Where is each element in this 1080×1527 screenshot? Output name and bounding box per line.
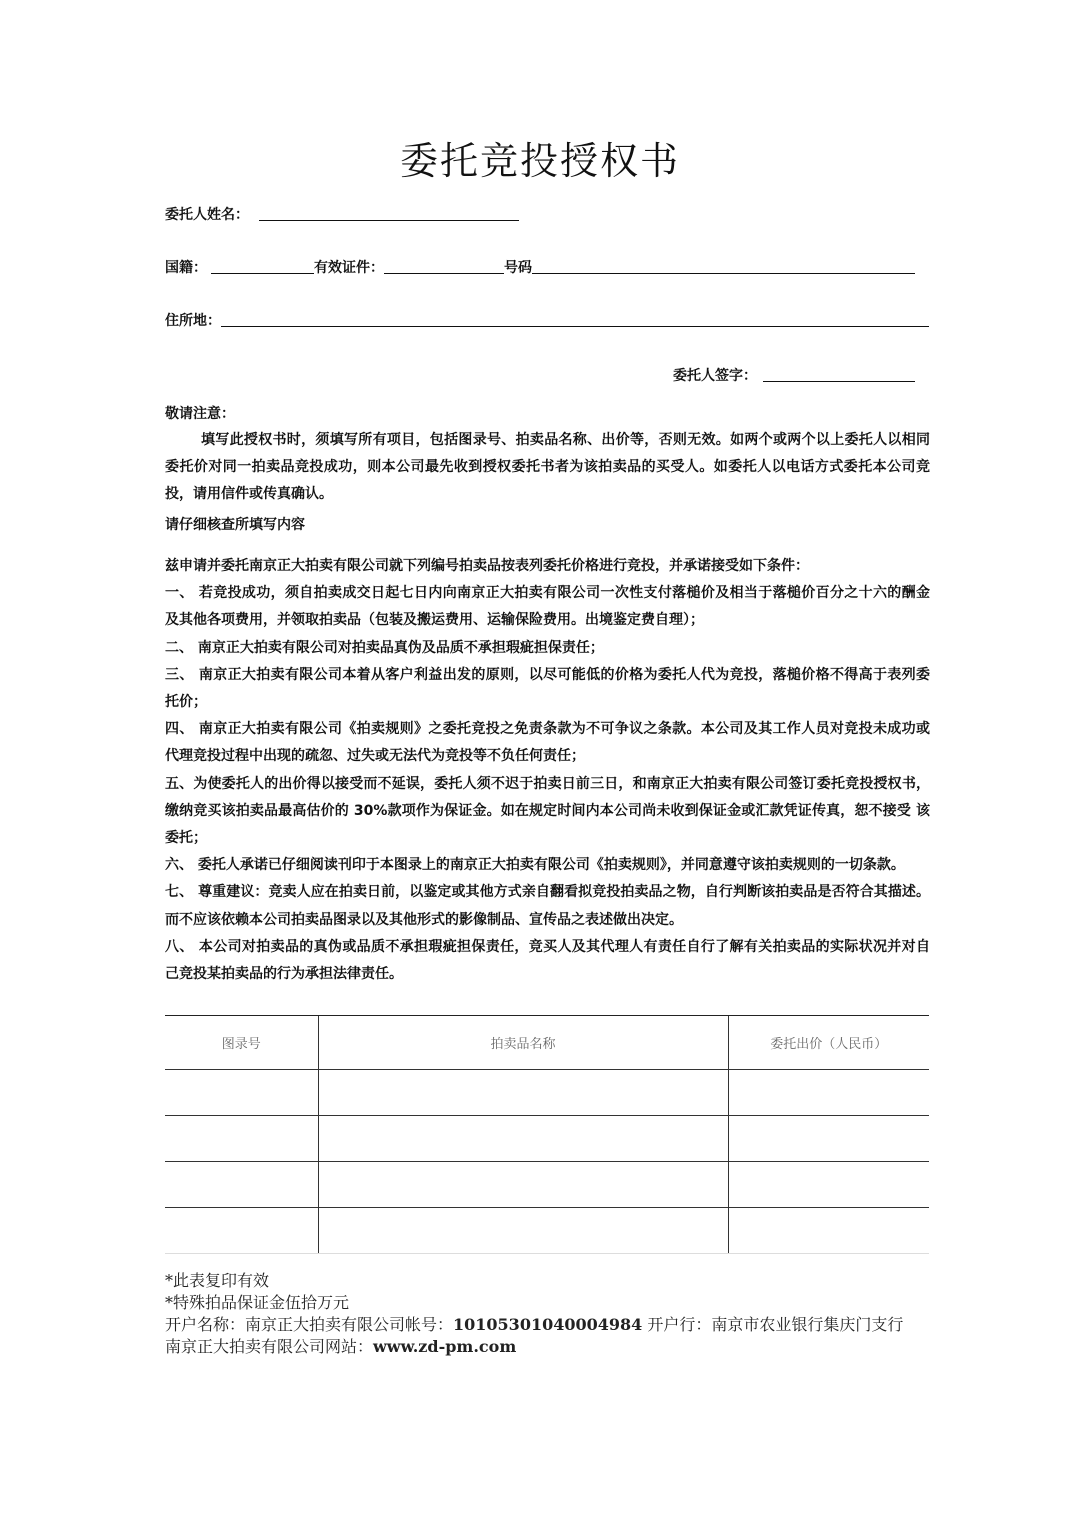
footer-copy-valid: *此表复印有效 [165,1271,270,1290]
name-field[interactable] [259,219,519,221]
nationality-field[interactable] [211,272,314,274]
lot-name-cell[interactable] [318,1208,728,1254]
table-row [165,1208,929,1254]
catalog-number-cell[interactable] [165,1070,318,1116]
id-label: 有效证件： [314,260,384,276]
clause-7: 七、 尊重建议：竞卖人应在拍卖日前，以鉴定或其他方式亲自翻看拟竞投拍卖品之物，自行判断该拍卖品是否符合其描述。 而不应该依赖本公司拍卖品图录以及其他形式的影像制品、宣传品之表述做出决定。 [165,884,930,928]
clause-2: 二、 南京正大拍卖有限公司对拍卖品真伪及品质不承担瑕疵担保责任； [165,639,604,656]
lot-name-cell[interactable] [318,1116,728,1162]
catalog-number-cell[interactable] [165,1162,318,1208]
nationality-row [165,257,915,277]
bid-price-cell[interactable] [728,1208,929,1254]
signature-row [673,365,915,385]
footer-website [165,1336,903,1358]
bank-name: 开户行：南京市农业银行集庆门支行 [642,1315,904,1334]
name-label: 委托人姓名： [165,207,249,223]
notice-heading: 敬请注意： [165,406,235,422]
clause-3: 三、 南京正大拍卖有限公司本着从客户利益出发的原则，以尽可能低的价格为委托人代为竞投，落槌价格不得高于表列委 托价； [165,666,930,711]
bid-price-cell[interactable] [728,1162,929,1208]
account-number: 10105301040004984 [453,1315,643,1334]
number-field[interactable] [532,272,915,274]
table-row [165,1162,929,1208]
signature-field[interactable] [763,380,915,382]
page-title: 委托竞投授权书 [399,139,680,183]
clause-8: 八、 本公司对拍卖品的真伪或品质不承担瑕疵担保责任，竞买人及其代理人有责任自行了解有关拍卖品的实际状况并对自 己竞投某拍卖品的行为承担法律责任。 [165,938,930,983]
lot-name-cell[interactable] [318,1162,728,1208]
table-header-row [165,1016,929,1070]
id-field[interactable] [384,272,504,274]
table-row [165,1070,929,1116]
clause-5: 五、为使委托人的出价得以接受而不延误，委托人须不迟于拍卖日前三日，和南京正大拍卖有限公司签订委托竞投授权书， 缴纳竞买该拍卖品最高估价的 30%款项作为保证金。如在规定时间内本公司尚未收到保证金或汇款凭证传真，恕不接受 该委托； [165,775,930,847]
clause-4: 四、 南京正大拍卖有限公司《拍卖规则》之委托竞投之免责条款为不可争议之条款。本公司及其工作人员对竞投未成功或 代理竞投过程中出现的疏忽、过失或无法代为竞投等不负任何责任； [165,721,930,765]
address-row [165,310,929,330]
footer-notes [165,1270,903,1358]
nationality-label: 国籍： [165,260,207,276]
catalog-number-cell[interactable] [165,1116,318,1162]
table-row [165,1116,929,1162]
footer-account [165,1314,903,1336]
clause-6: 六、 委托人承诺已仔细阅读刊印于本图录上的南京正大拍卖有限公司《拍卖规则》，并同意遵守该拍卖规则的一切条款。 [165,857,905,874]
name-row [165,204,519,224]
signature-label: 委托人签字： [673,368,757,384]
lot-name-cell[interactable] [318,1070,728,1116]
header-catalog-number: 图录号 [165,1016,318,1070]
number-label: 号码 [504,260,532,276]
clauses-list [165,553,930,988]
footer-deposit-note: *特殊拍品保证金伍拾万元 [165,1293,350,1312]
notice-check-line: 请仔细核查所填写内容 [165,517,305,533]
notice-paragraph: 填写此授权书时，须填写所有项目，包括图录号、拍卖品名称、出价等，否则无效。如两个或两个以上委托人以相同 委托价对同一拍卖品竞投成功，则本公司最先收到授权委托书者为该拍卖品的买受人。如委托人以电话方式委托本公司竞 投，请用信件或传真确认。 [165,432,930,502]
header-lot-name: 拍卖品名称 [318,1016,728,1070]
clause-1: 一、 若竞投成功，须自拍卖成交日起七日内向南京正大拍卖有限公司一次性支付落槌价及相当于落槌价百分之十六的酬金 及其他各项费用，并领取拍卖品（包装及搬运费用、运输保险费用。出境鉴定费自理）； [165,585,930,629]
address-label: 住所地： [165,313,221,329]
address-field[interactable] [221,325,929,327]
clause-intro: 兹申请并委托南京正大拍卖有限公司就下列编号拍卖品按表列委托价格进行竞投，并承诺接受如下条件： [165,558,809,574]
bid-price-cell[interactable] [728,1116,929,1162]
catalog-number-cell[interactable] [165,1208,318,1254]
website-prefix: 南京正大拍卖有限公司网站： [165,1337,374,1356]
bid-price-cell[interactable] [728,1070,929,1116]
website-link[interactable]: www.zd-pm.com [373,1337,517,1356]
account-prefix: 开户名称：南京正大拍卖有限公司帐号： [165,1315,454,1334]
bid-table [165,1015,929,1254]
header-bid-price: 委托出价（人民币） [728,1016,929,1070]
